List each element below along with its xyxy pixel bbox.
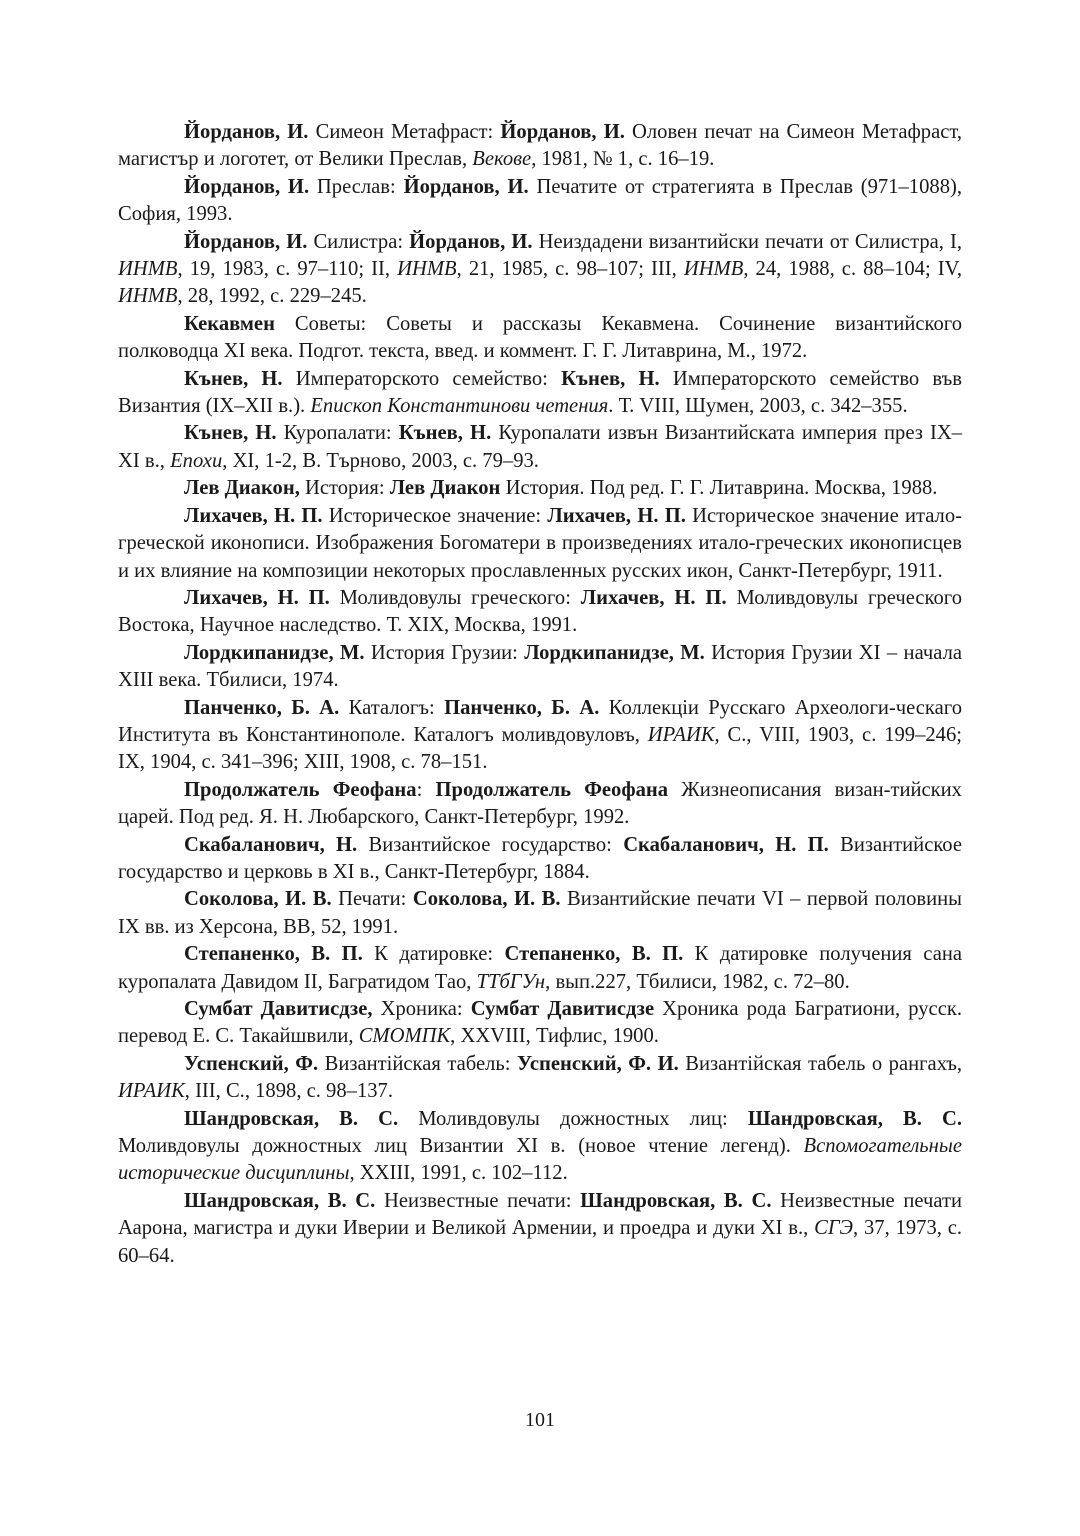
entry-text: , 24, 1988, с. 88–104; IV, bbox=[743, 258, 962, 281]
entry-author: Панченко, Б. А. bbox=[184, 696, 340, 719]
entry-journal-title: ИНМВ bbox=[118, 258, 178, 281]
bibliography-entry bbox=[118, 640, 962, 695]
entry-author: Йорданов, И. bbox=[184, 230, 308, 253]
bibliography-entry bbox=[118, 503, 962, 585]
bibliography-entry bbox=[118, 420, 962, 475]
entry-text: Хроника: bbox=[372, 998, 471, 1020]
entry-text: Куропалати: bbox=[276, 422, 399, 445]
entry-author: Сумбат Давитисдзе bbox=[470, 998, 655, 1020]
entry-text: Неиздадени византийски печати от Силистра, I, bbox=[532, 230, 962, 253]
entry-author: Кънев, Н. bbox=[184, 422, 277, 445]
entry-author: Лев Диакон bbox=[389, 477, 501, 500]
entry-text: Куропалати извън Византийската империя през IX–XI в., bbox=[118, 422, 962, 472]
bibliography-entry bbox=[118, 1188, 962, 1270]
bibliography-entry bbox=[118, 311, 962, 366]
entry-text: Византийское государство и церковь в XI в., Санкт-Петербург, 1884. bbox=[118, 833, 962, 883]
entry-author: Продолжатель Феофана bbox=[184, 778, 417, 801]
entry-author: Йорданов, И. bbox=[409, 230, 533, 253]
entry-journal-title: ИРАИК bbox=[118, 1080, 185, 1103]
bibliography-entry bbox=[118, 996, 962, 1051]
entry-text: Императорското семейство във Византия (IX–XII в.). bbox=[118, 367, 963, 418]
entry-journal-title: Епохи bbox=[170, 449, 223, 472]
entry-text: Печатите от стратегията в Преслав (971–1088), София, 1993. bbox=[118, 175, 962, 226]
entry-author: Скабаланович, Н. П. bbox=[623, 833, 829, 856]
entry-text: , XXVIII, Тифлис, 1900. bbox=[450, 1025, 659, 1048]
bibliography-entry bbox=[118, 777, 962, 832]
entry-author: Соколова, И. В. bbox=[184, 888, 332, 911]
bibliography-entry bbox=[118, 475, 962, 502]
entry-text: Неизвестные печати Аарона, магистра и дуки Иверии и Великой Армении, и проедра и дуки XI в., bbox=[118, 1189, 962, 1240]
entry-text: Византiйская табель: bbox=[318, 1052, 517, 1075]
entry-text: : bbox=[416, 778, 436, 801]
entry-text: История Грузии: bbox=[364, 641, 525, 664]
entry-journal-title: Векове bbox=[472, 148, 532, 171]
entry-author: Успенский, Ф. bbox=[184, 1052, 319, 1075]
entry-author: Йорданов, И. bbox=[403, 175, 529, 198]
entry-text: Моливдовулы греческого: bbox=[329, 586, 581, 609]
entry-author: Кънев, Н. bbox=[561, 367, 660, 390]
entry-text: , III, С., 1898, с. 98–137. bbox=[184, 1080, 393, 1103]
entry-author: Кънев, Н. bbox=[184, 367, 283, 390]
entry-author: Шандровская, В. С. bbox=[580, 1189, 772, 1212]
entry-text: Хроника рода Багратиони, русск. перевод Е. С. Такайшвили, bbox=[118, 998, 962, 1048]
entry-text: , С., VIII, 1903, с. 199–246; IX, 1904, с. 341–396; XIII, 1908, с. 78–151. bbox=[118, 723, 962, 774]
bibliography-list bbox=[118, 119, 962, 1270]
entry-text: , XI, 1-2, В. Търново, 2003, с. 79–93. bbox=[222, 449, 539, 472]
entry-text: , вып.227, Тбилиси, 1982, с. 72–80. bbox=[545, 970, 850, 993]
entry-text: Историческое значение: bbox=[322, 504, 548, 527]
entry-journal-title: ИНМВ bbox=[118, 285, 178, 308]
entry-text: Моливдовулы дожностных лиц: bbox=[398, 1107, 748, 1130]
entry-journal-title: СМОМПК bbox=[358, 1025, 451, 1048]
entry-text: Неизвестные печати: bbox=[375, 1189, 581, 1212]
bibliography-entry bbox=[118, 585, 962, 640]
entry-text: , XXIII, 1991, с. 102–112. bbox=[349, 1162, 568, 1185]
entry-author: Лев Диакон, bbox=[184, 477, 300, 500]
entry-author: Степаненко, В. П. bbox=[184, 943, 363, 966]
entry-text: Силистра: bbox=[307, 230, 410, 253]
entry-author: Соколова, И. В. bbox=[412, 888, 561, 911]
entry-author: Кънев, Н. bbox=[398, 422, 492, 445]
entry-author: Лордкипанидзе, М. bbox=[184, 641, 365, 664]
entry-author: Лихачев, Н. П. bbox=[547, 504, 686, 527]
entry-text: Печати: bbox=[331, 888, 413, 911]
bibliography-entry bbox=[118, 941, 962, 996]
entry-text: Историческое значение итало-греческой иконописи. Изображения Богоматери в произведениях итало-греческих иконописцев и их влияние на композиции некоторых прославленных русских икон, Санкт-Петербург, 1911. bbox=[118, 504, 962, 582]
entry-text: Византийское государство: bbox=[357, 833, 624, 856]
entry-text: История Грузии XI – начала XIII века. Тбилиси, 1974. bbox=[118, 641, 962, 692]
bibliography-entry bbox=[118, 366, 962, 421]
entry-author: Лихачев, Н. П. bbox=[184, 504, 323, 527]
entry-author: Йорданов, И. bbox=[500, 121, 625, 143]
entry-author: Сумбат Давитисдзе, bbox=[184, 998, 373, 1020]
entry-text: Императорското семейство: bbox=[282, 367, 562, 390]
entry-text: Каталогъ: bbox=[339, 696, 445, 719]
entry-author: Лордкипанидзе, М. bbox=[524, 641, 705, 664]
entry-text: , 1981, № 1, с. 16–19. bbox=[531, 148, 715, 171]
entry-author: Йорданов, И. bbox=[184, 175, 310, 198]
bibliography-page bbox=[118, 119, 962, 1270]
entry-author: Лихачев, Н. П. bbox=[580, 586, 727, 609]
entry-author: Шандровская, В. С. bbox=[747, 1107, 962, 1130]
entry-text: Византийские печати VI – первой половины IX вв. из Херсона, ВВ, 52, 1991. bbox=[118, 888, 962, 938]
entry-journal-title: СГЭ bbox=[814, 1217, 854, 1240]
entry-text: К датировке: bbox=[362, 943, 505, 966]
entry-text: Советы: Советы и рассказы Кекавмена. Сочинение византийского полководца XI века. Подгот. текста, введ. и коммент. Г. Г. Литаврина, М., 1972. bbox=[118, 312, 962, 363]
bibliography-entry bbox=[118, 695, 962, 777]
entry-journal-title: ИНМВ bbox=[397, 258, 457, 281]
entry-author: Кекавмен bbox=[184, 312, 275, 335]
entry-text: Симеон Метафраст: bbox=[308, 121, 501, 143]
entry-author: Шандровская, В. С. bbox=[184, 1189, 376, 1212]
entry-text: Преслав: bbox=[309, 175, 404, 198]
entry-text: Византiйская табель о рангахъ, bbox=[678, 1052, 963, 1075]
entry-author: Успенский, Ф. И. bbox=[516, 1052, 679, 1075]
entry-text: Моливдовулы греческого Востока, Научное наследство. Т. XIX, Москва, 1991. bbox=[118, 586, 962, 637]
bibliography-entry bbox=[118, 119, 962, 174]
entry-author: Продолжатель Феофана bbox=[435, 778, 669, 801]
bibliography-entry bbox=[118, 1051, 962, 1106]
entry-journal-title: ИРАИК bbox=[647, 723, 715, 746]
entry-journal-title: Епископ Константинови четения bbox=[310, 395, 609, 418]
entry-text: История: bbox=[299, 477, 390, 500]
entry-text: , 37, 1973, с. 60–64. bbox=[118, 1217, 962, 1267]
entry-journal-title: ИНМВ bbox=[683, 258, 744, 281]
entry-text: Моливдовулы дожностных лиц Византии XI в. (новое чтение легенд). bbox=[118, 1135, 804, 1158]
page-number: 101 bbox=[525, 1409, 555, 1431]
entry-author: Панченко, Б. А. bbox=[444, 696, 600, 719]
bibliography-entry bbox=[118, 174, 962, 229]
bibliography-entry bbox=[118, 832, 962, 887]
bibliography-entry bbox=[118, 229, 962, 311]
entry-author: Скабаланович, Н. bbox=[184, 833, 358, 856]
entry-text: Жизнеописания визан-тийских царей. Под ред. Я. Н. Любарского, Санкт-Петербург, 1992. bbox=[118, 778, 962, 829]
entry-journal-title: Вспомогательные исторические дисциплины bbox=[118, 1135, 962, 1185]
entry-author: Шандровская, В. С. bbox=[184, 1107, 399, 1130]
entry-text: , 19, 1983, с. 97–110; II, bbox=[177, 258, 398, 281]
entry-text: История. Под ред. Г. Г. Литаврина. Москва, 1988. bbox=[500, 477, 938, 500]
entry-text: К датировке получения сана куропалата Давидом II, Багратидом Тао, bbox=[118, 943, 962, 993]
entry-text: Коллекцiи Русскаго Археологи-ческаго Института въ Константинополе. Каталогъ моливдовуловъ, bbox=[118, 696, 962, 746]
entry-text: Оловен печат на Симеон Метафраст, магистър и логотет, от Велики Преслав, bbox=[118, 121, 962, 171]
entry-text: . Т. VIII, Шумен, 2003, с. 342–355. bbox=[608, 395, 908, 418]
entry-author: Лихачев, Н. П. bbox=[184, 586, 330, 609]
entry-text: , 21, 1985, с. 98–107; III, bbox=[456, 258, 684, 281]
entry-text: , 28, 1992, с. 229–245. bbox=[177, 285, 367, 308]
bibliography-entry bbox=[118, 886, 962, 941]
entry-author: Йорданов, И. bbox=[184, 121, 309, 143]
bibliography-entry bbox=[118, 1106, 962, 1188]
entry-journal-title: ТТбГУн bbox=[476, 970, 546, 993]
entry-author: Степаненко, В. П. bbox=[504, 943, 684, 966]
